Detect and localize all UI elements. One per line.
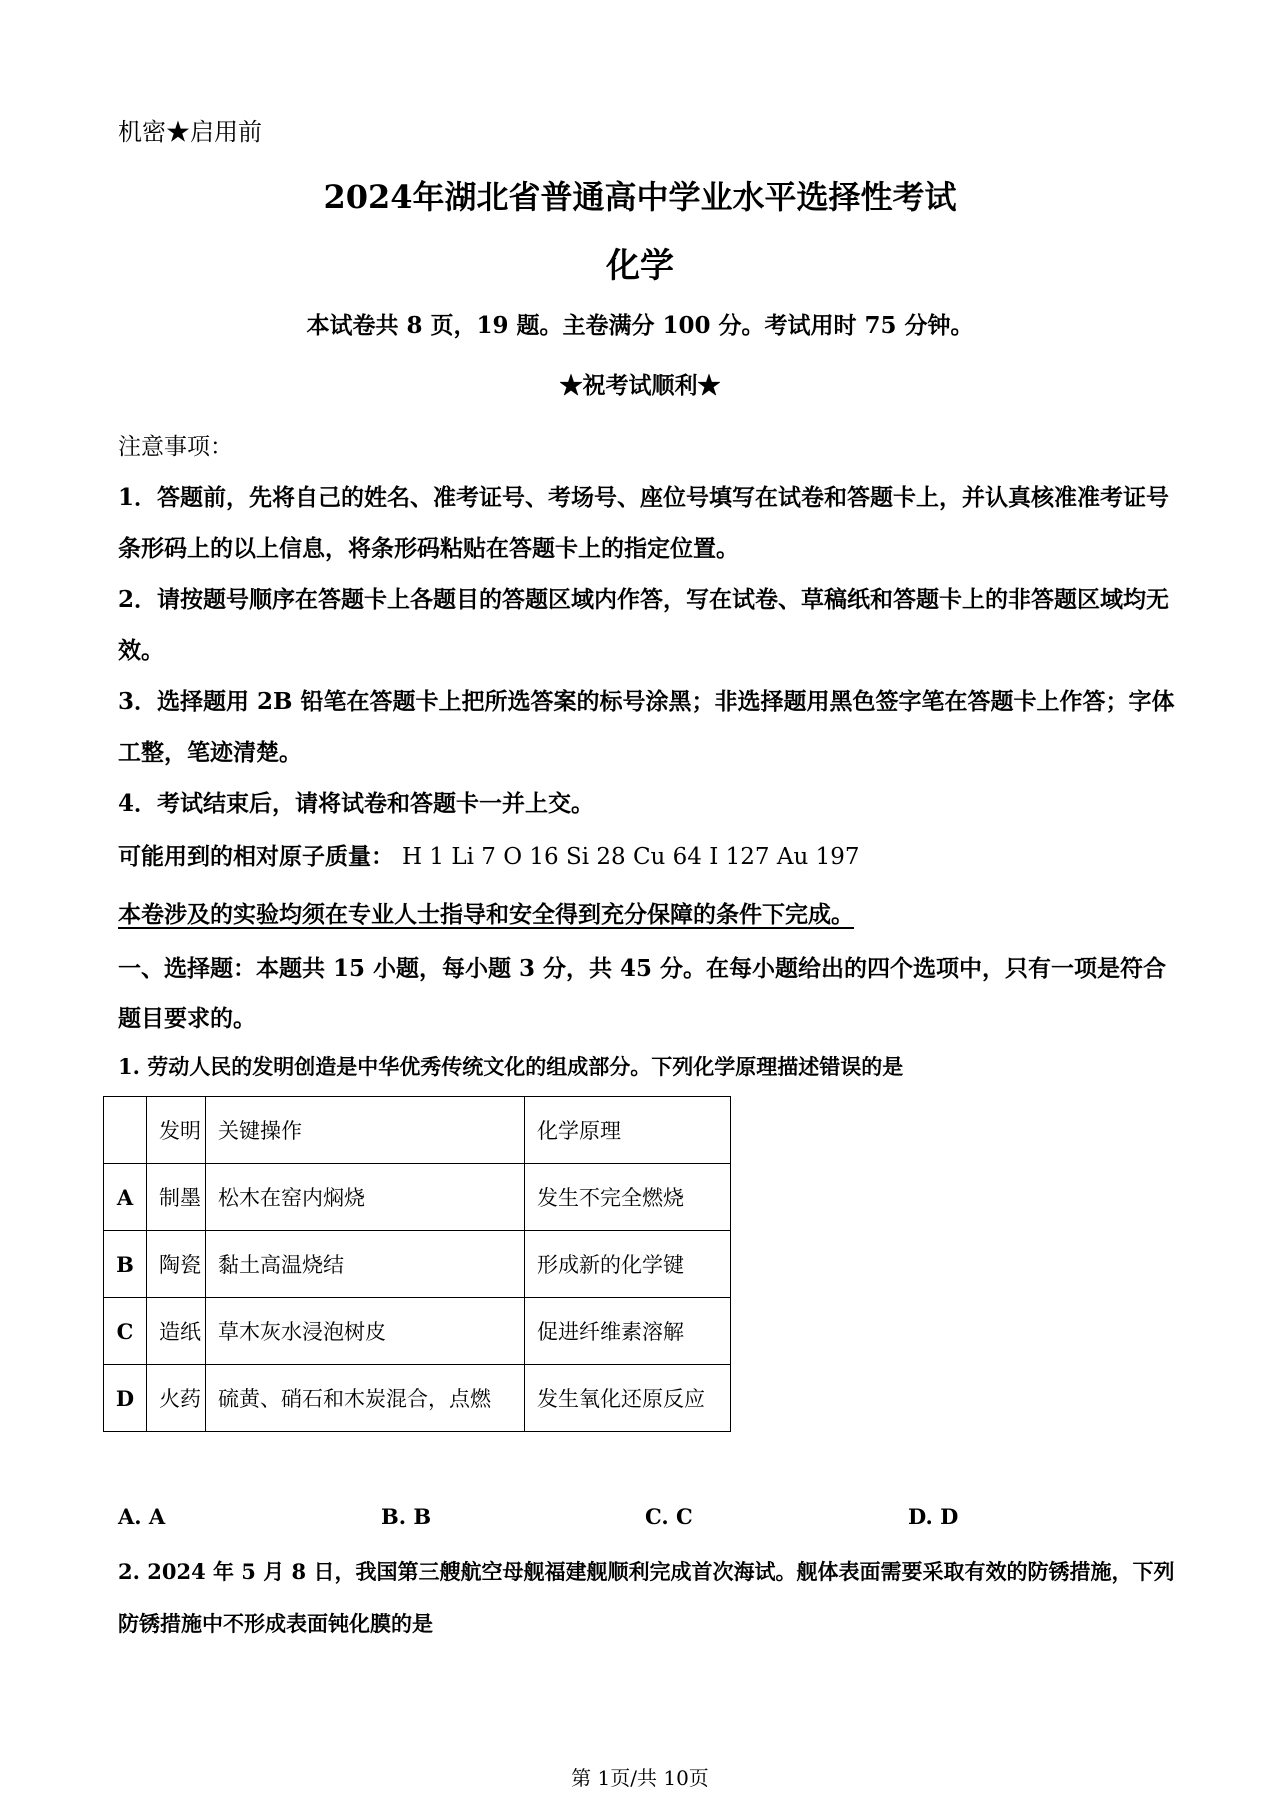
- exam-info: 本试卷共 8 页，19 题。主卷满分 100 分。考试用时 75 分钟。: [306, 312, 974, 339]
- subject-title: 化学: [606, 246, 674, 286]
- note-text: 考试结束后，请将试卷和答题卡一并上交。: [157, 790, 595, 817]
- note-item: [118, 676, 1180, 778]
- table-cell: 黏土高温烧结: [206, 1231, 525, 1298]
- question-1-stem: 1. 劳动人民的发明创造是中华优秀传统文化的组成部分。下列化学原理描述错误的是: [118, 1054, 904, 1079]
- table-cell: 促进纤维素溶解: [525, 1298, 731, 1365]
- table-cell: A: [104, 1164, 147, 1231]
- notes-heading: 注意事项：: [118, 434, 233, 460]
- table-cell: 发生氧化还原反应: [525, 1365, 731, 1432]
- note-text: 选择题用 2B 铅笔在答题卡上把所选答案的标号涂黑；非选择题用黑色签字笔在答题卡上作答；字体工整，笔迹清楚。: [118, 688, 1175, 766]
- exam-title: 2024年湖北省普通高中学业水平选择性考试: [323, 178, 957, 216]
- safety-notice: 本卷涉及的实验均须在专业人士指导和安全得到充分保障的条件下完成。: [118, 901, 854, 928]
- table-cell: 草木灰水浸泡树皮: [206, 1298, 525, 1365]
- table-cell: 发生不完全燃烧: [525, 1164, 731, 1231]
- table-row: [104, 1298, 731, 1365]
- option-a: A. A: [118, 1504, 166, 1529]
- table-cell: C: [104, 1298, 147, 1365]
- page-footer: 第 1页/共 10页: [571, 1766, 709, 1790]
- atomic-masses-label: 可能用到的相对原子质量：: [118, 843, 394, 870]
- note-text: 答题前，先将自己的姓名、准考证号、考场号、座位号填写在试卷和答题卡上，并认真核准准考证号条形码上的以上信息，将条形码粘贴在答题卡上的指定位置。: [118, 484, 1170, 562]
- note-text: 请按题号顺序在答题卡上各题目的答题区域内作答，写在试卷、草稿纸和答题卡上的非答题区域均无效。: [118, 586, 1170, 664]
- note-number: 4．: [118, 790, 158, 817]
- table-cell: [104, 1097, 147, 1164]
- section-heading: 一、选择题：本题共 15 小题，每小题 3 分，共 45 分。在每小题给出的四个选项中，只有一项是符合题目要求的。: [118, 955, 1167, 1032]
- table-cell: 火药: [147, 1365, 206, 1432]
- table-cell: 松木在窑内焖烧: [206, 1164, 525, 1231]
- table-header-cell: 关键操作: [206, 1097, 525, 1164]
- note-number: 1．: [118, 484, 158, 511]
- atomic-masses: [118, 832, 1178, 882]
- table-row: [104, 1164, 731, 1231]
- table-cell: 陶瓷: [147, 1231, 206, 1298]
- option-b: B. B: [381, 1504, 432, 1529]
- note-number: 2．: [118, 586, 158, 613]
- notes-list: [118, 472, 1180, 829]
- table-header-cell: 发明: [147, 1097, 206, 1164]
- note-number: 3．: [118, 688, 158, 715]
- table-cell: 造纸: [147, 1298, 206, 1365]
- table-row: [104, 1231, 731, 1298]
- question-2-stem: 2. 2024 年 5 月 8 日，我国第三艘航空母舰福建舰顺利完成首次海试。舰体表面需要采取有效的防锈措施，下列防锈措施中不形成表面钝化膜的是: [118, 1559, 1175, 1636]
- table-cell: D: [104, 1365, 147, 1432]
- table-header-row: [104, 1097, 731, 1164]
- note-item: [118, 574, 1180, 676]
- table-cell: 形成新的化学键: [525, 1231, 731, 1298]
- atomic-masses-values: H 1 Li 7 O 16 Si 28 Cu 64 I 127 Au 197: [402, 844, 860, 870]
- option-c: C. C: [645, 1504, 693, 1529]
- exam-wish: ★祝考试顺利★: [559, 372, 721, 399]
- table-row: [104, 1365, 731, 1432]
- note-item: [118, 472, 1180, 574]
- question-1-table: [103, 1096, 731, 1432]
- option-d: D. D: [908, 1504, 959, 1529]
- table-header-cell: 化学原理: [525, 1097, 731, 1164]
- table-cell: 制墨: [147, 1164, 206, 1231]
- secret-label: 机密★启用前: [118, 118, 262, 146]
- table-cell: 硫黄、硝石和木炭混合，点燃: [206, 1365, 525, 1432]
- table-cell: B: [104, 1231, 147, 1298]
- question-1-options: [118, 1502, 1178, 1532]
- note-item: [118, 778, 1180, 829]
